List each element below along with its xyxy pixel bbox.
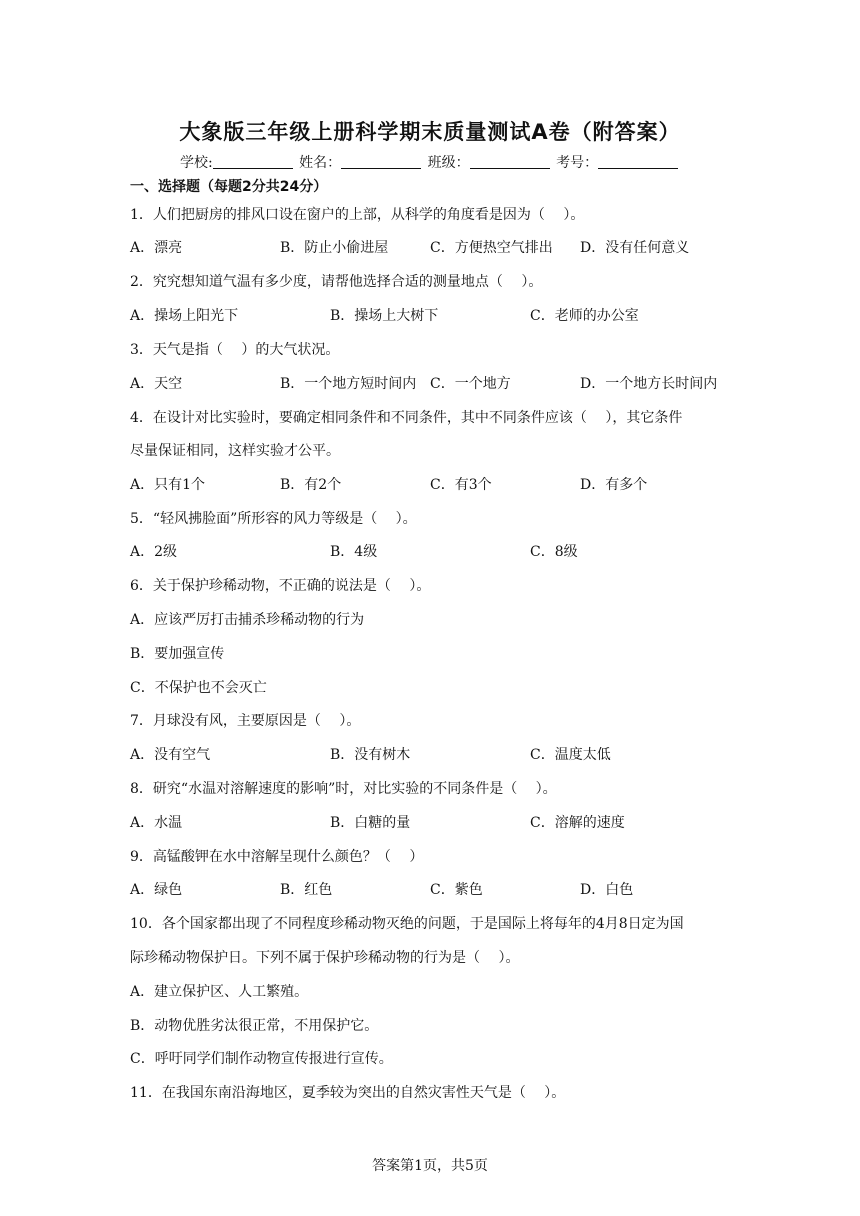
q9-option-a: A．绿色 [130,882,183,898]
question-10-cont: 际珍稀动物保护日。下列不属于保护珍稀动物的行为是（ ）。 [130,950,520,966]
q2-option-a: A．操场上阳光下 [130,308,239,324]
question-4: 4．在设计对比实验时，要确定相同条件和不同条件，其中不同条件应该（ ），其它条件 [130,410,683,426]
q3-option-b: B．一个地方短时间内 [280,376,417,392]
q2-option-c: C．老师的办公室 [530,308,639,324]
q7-option-c: C．温度太低 [530,747,611,763]
q4-option-c: C．有3个 [430,477,492,493]
q6-option-a: A．应该严厉打击捕杀珍稀动物的行为 [130,612,365,628]
q5-option-b: B．4级 [330,544,378,560]
question-5: 5．“轻风拂脸面”所形容的风力等级是（ ）。 [130,511,417,527]
question-7: 7．月球没有风，主要原因是（ ）。 [130,713,361,729]
q8-option-a: A．水温 [130,815,183,831]
q6-option-c: C．不保护也不会灭亡 [130,680,267,696]
section-heading: 一、选择题（每题2分共24分） [130,179,328,195]
q9-option-b: B．红色 [280,882,333,898]
q8-option-b: B．白糖的量 [330,815,411,831]
q8-option-c: C．溶解的速度 [530,815,625,831]
q10-option-a: A．建立保护区、人工繁殖。 [130,984,309,1000]
q10-option-c: C．呼吁同学们制作动物宣传报进行宣传。 [130,1051,393,1067]
class-label: 班级： [427,155,470,171]
name-blank [341,154,421,169]
name-label: 姓名： [299,155,342,171]
question-9: 9．高锰酸钾在水中溶解呈现什么颜色？（ ） [130,849,424,865]
question-2: 2．究究想知道气温有多少度，请帮他选择合适的测量地点（ ）。 [130,274,543,290]
exam-no-blank [598,154,678,169]
q1-option-b: B．防止小偷进屋 [280,240,389,256]
question-10: 10．各个国家都出现了不同程度珍稀动物灭绝的问题，于是国际上将每年的4月8日定为国 [130,916,684,932]
q1-option-d: D．没有任何意义 [580,240,690,256]
page-title: 大象版三年级上册科学期末质量测试A卷（附答案） [179,120,681,144]
q5-option-a: A．2级 [130,544,178,560]
class-blank [470,154,550,169]
q3-option-c: C．一个地方 [430,376,511,392]
question-1: 1．人们把厨房的排风口设在窗户的上部，从科学的角度看是因为（ ）。 [130,207,585,223]
q3-option-d: D．一个地方长时间内 [580,376,718,392]
q4-option-d: D．有多个 [580,477,648,493]
q6-option-b: B．要加强宣传 [130,646,225,662]
question-3: 3．天气是指（ ）的大气状况。 [130,342,340,358]
page-footer: 答案第1页，共5页 [372,1158,488,1174]
school-blank [213,154,293,169]
question-6: 6．关于保护珍稀动物，不正确的说法是（ ）。 [130,578,431,594]
exam-no-label: 考号： [556,155,599,171]
student-info-row [180,152,680,172]
q1-option-a: A．漂亮 [130,240,183,256]
q9-option-d: D．白色 [580,882,634,898]
q7-option-b: B．没有树木 [330,747,411,763]
q5-option-c: C．8级 [530,544,578,560]
school-label: 学校: [180,155,213,171]
q7-option-a: A．没有空气 [130,747,211,763]
q10-option-b: B．动物优胜劣汰很正常，不用保护它。 [130,1018,379,1034]
q3-option-a: A．天空 [130,376,183,392]
q1-option-c: C．方便热空气排出 [430,240,553,256]
question-8: 8．研究“水温对溶解速度的影响”时，对比实验的不同条件是（ ）。 [130,781,557,797]
question-11: 11．在我国东南沿海地区，夏季较为突出的自然灾害性天气是（ ）。 [130,1085,566,1101]
q2-option-b: B．操场上大树下 [330,308,439,324]
q9-option-c: C．紫色 [430,882,483,898]
q4-option-a: A．只有1个 [130,477,206,493]
q4-option-b: B．有2个 [280,477,342,493]
question-4-cont: 尽量保证相同，这样实验才公平。 [130,443,340,459]
